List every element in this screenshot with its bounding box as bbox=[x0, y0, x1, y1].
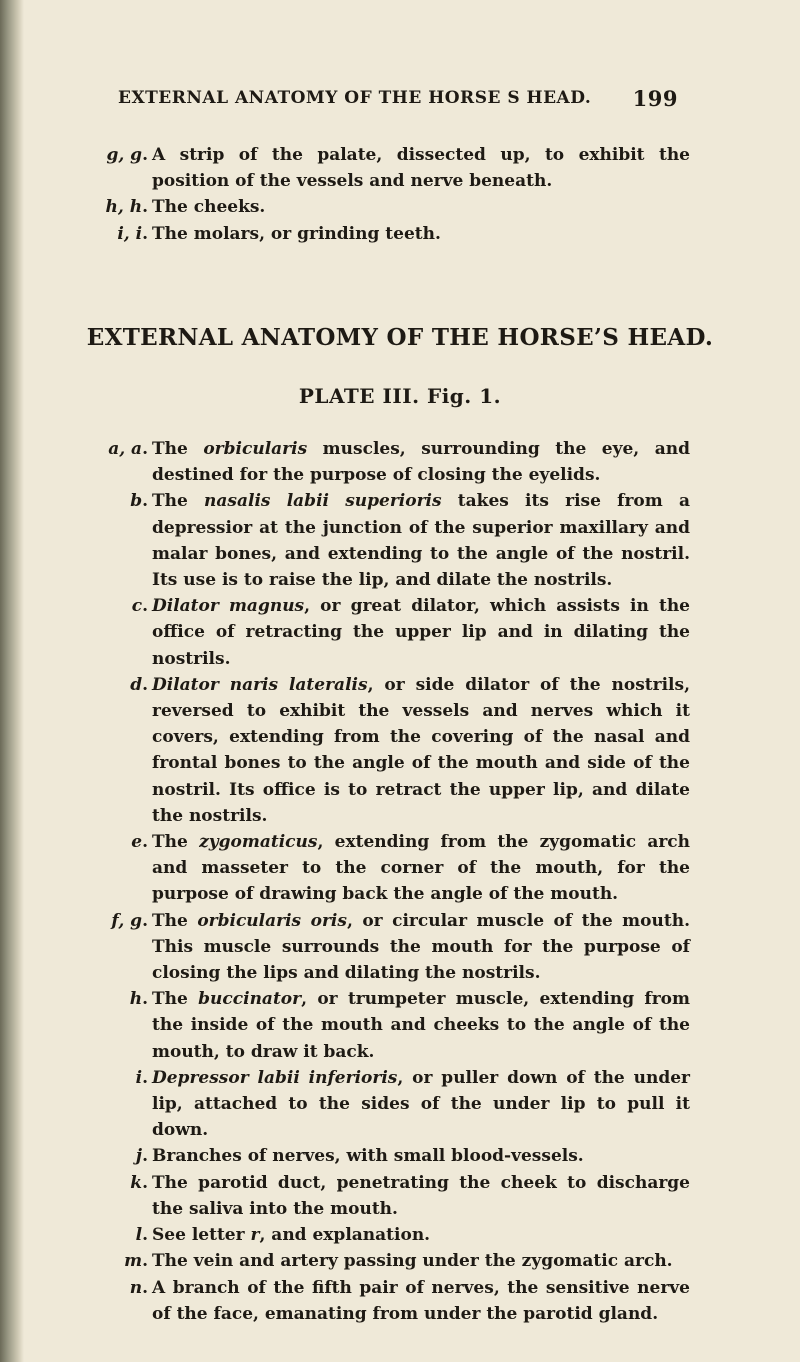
entry-text: The zygomaticus, extending from the zygomatic arch and masseter to the corner of the mouth, for the purpose of drawing back the angle of the mouth. bbox=[152, 832, 690, 905]
entry-text: The orbicularis muscles, surrounding the eye, and destined for the purpose of closing the eyelids. bbox=[152, 439, 690, 486]
running-title: EXTERNAL ANATOMY OF THE HORSE S HEAD. bbox=[118, 88, 592, 108]
entry-text: The orbicularis oris, or circular muscle of the mouth. This muscle surrounds the mouth for the purpose of closing the lips and dilating the nostrils. bbox=[152, 910, 690, 984]
list-item bbox=[90, 142, 690, 194]
entry-letter: m . bbox=[90, 1248, 148, 1274]
entry-text: The nasalis labii superioris takes its rise from a depressior at the junction of the superior maxillary and malar bones, and extending to the angle of the nostril. Its use is to raise the lip, and dilate the nostrils. bbox=[152, 491, 690, 591]
entry-letter: i . bbox=[90, 1065, 148, 1091]
entry-text: See letter r, and explanation. bbox=[152, 1225, 431, 1246]
list-item bbox=[90, 593, 690, 672]
list-item bbox=[90, 1248, 690, 1274]
entry-text: The parotid duct, penetrating the cheek to discharge the saliva into the mouth. bbox=[152, 1172, 690, 1219]
list-item bbox=[90, 488, 690, 593]
entry-letter: n . bbox=[90, 1275, 148, 1301]
entry-letter: a, a . bbox=[90, 436, 148, 462]
entry-letter: b . bbox=[90, 488, 148, 514]
list-item bbox=[90, 1143, 690, 1169]
entry-letter: k . bbox=[90, 1170, 148, 1196]
list-item bbox=[90, 829, 690, 908]
entry-text: The vein and artery passing under the zygomatic arch. bbox=[152, 1251, 673, 1272]
entry-letter: l . bbox=[90, 1222, 148, 1248]
latin-term: Dilator magnus bbox=[152, 596, 305, 617]
latin-term: nasalis labii superioris bbox=[204, 491, 442, 512]
list-item bbox=[90, 986, 690, 1065]
entry-text: The buccinator, or trumpeter muscle, extending from the inside of the mouth and cheeks to the angle of the mouth, to draw it back. bbox=[152, 989, 691, 1062]
list-item bbox=[90, 1275, 690, 1327]
list-item bbox=[90, 436, 690, 488]
list-item bbox=[90, 194, 690, 220]
entry-text: The cheeks. bbox=[152, 197, 266, 218]
entry-list bbox=[90, 436, 690, 1327]
entry-letter: f, g . bbox=[90, 908, 148, 934]
latin-term: Depressor labii inferioris bbox=[152, 1067, 398, 1088]
entry-text: Dilator magnus, or great dilator, which assists in the office of retracting the upper lip and in dilating the nostrils. bbox=[152, 596, 690, 669]
list-item bbox=[90, 672, 690, 829]
entry-text: Branches of nerves, with small blood-vessels. bbox=[152, 1146, 584, 1167]
latin-term: Dilator naris lateralis bbox=[152, 674, 368, 695]
page-number: 199 bbox=[632, 86, 678, 111]
latin-term: buccinator bbox=[198, 989, 302, 1010]
entry-text: A strip of the palate, dissected up, to exhibit the position of the vessels and nerve beneath. bbox=[152, 145, 690, 192]
entry-text: The molars, or grinding teeth. bbox=[152, 223, 441, 244]
plate-caption: PLATE III. Fig. 1. bbox=[298, 384, 502, 408]
latin-term: zygomaticus bbox=[199, 832, 318, 853]
entry-text: Dilator naris lateralis, or side dilator of the nostrils, reversed to exhibit the vessels and nerves which it covers, extending from the covering of the nasal and frontal bones to the angle of the mouth and side of the nostril. Its office is to retract the upper lip, and dilate the nostrils. bbox=[152, 674, 690, 826]
entry-letter: i, i . bbox=[90, 221, 148, 247]
list-item bbox=[90, 1065, 690, 1144]
running-head bbox=[118, 86, 678, 111]
top-entry-list bbox=[90, 142, 690, 247]
entry-letter: e . bbox=[90, 829, 148, 855]
entry-letter: h, h . bbox=[90, 194, 148, 220]
latin-term: orbicularis oris bbox=[197, 910, 347, 931]
list-item bbox=[90, 1222, 690, 1248]
latin-term: r bbox=[250, 1225, 260, 1246]
entry-text: Depressor labii inferioris, or puller down of the under lip, attached to the sides of the under lip to pull it down. bbox=[152, 1067, 690, 1141]
entry-text: A branch of the fifth pair of nerves, the sensitive nerve of the face, emanating from under the parotid gland. bbox=[152, 1277, 690, 1324]
list-item bbox=[90, 908, 690, 987]
entry-letter: d . bbox=[90, 672, 148, 698]
entry-letter: h . bbox=[90, 986, 148, 1012]
entry-letter: c . bbox=[90, 593, 148, 619]
section-title: EXTERNAL ANATOMY OF THE HORSE’S HEAD. bbox=[86, 324, 714, 351]
entry-letter: g, g . bbox=[90, 142, 148, 168]
list-item bbox=[90, 1170, 690, 1222]
latin-term: orbicularis bbox=[203, 439, 308, 459]
entry-letter: j . bbox=[90, 1143, 148, 1169]
list-item bbox=[90, 221, 690, 247]
